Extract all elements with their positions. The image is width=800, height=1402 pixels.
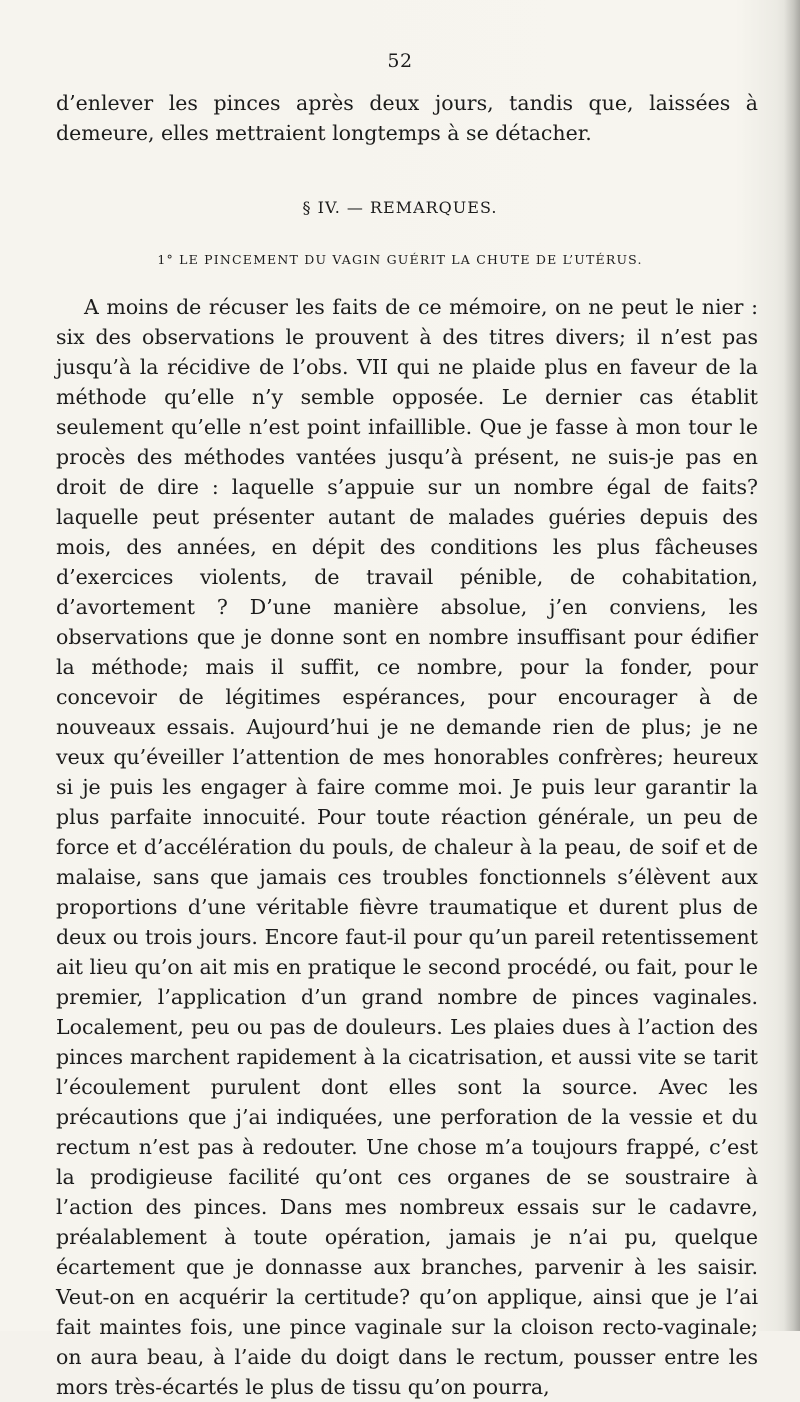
page-number: 52 bbox=[387, 50, 413, 72]
intro-paragraph: d’enlever les pinces après deux jours, tandis que, laissées à demeure, elles mettraient longtemps à se détacher. bbox=[56, 91, 758, 145]
sub-heading: 1° LE PINCEMENT DU VAGIN GUÉRIT LA CHUTE DE L’UTÉRUS. bbox=[157, 252, 643, 267]
body-paragraph: A moins de récuser les faits de ce mémoire, on ne peut le nier : six des observations le prouvent à des titres divers; il n’est pas jusqu’à la récidive de l’obs. VII qui ne plaide plus en faveur de la méthode qu’elle n’y semble opposée. Le dernier cas établit seulement qu’elle n’est point infaillible. Que je fasse à mon tour le procès des méthodes vantées jusqu’à présent, ne suis-je pas en droit de dire : laquelle s’appuie sur un nombre égal de faits? laquelle peut présenter autant de malades guéries depuis des mois, des années, en dépit des conditions les plus fâcheuses d’exercices violents, de travail pénible, de cohabitation, d’avortement ? D’une manière absolue, j’en conviens, les observations que je donne sont en nombre insuffisant pour édifier la méthode; mais il suffit, ce nombre, pour la fonder, pour concevoir de légitimes espérances, pour encourager à de nouveaux essais. Aujourd’hui je ne demande rien de plus; je ne veux qu’éveiller l’attention de mes honorables confrères; heureux si je puis les engager à faire comme moi. Je puis leur garantir la plus parfaite innocuité. Pour toute réaction générale, un peu de force et d’accélération du pouls, de chaleur à la peau, de soif et de malaise, sans que jamais ces troubles fonctionnels s’élèvent aux proportions d’une véritable fièvre traumatique et durent plus de deux ou trois jours. Encore faut-il pour qu’un pareil retentissement ait lieu qu’on ait mis en pratique le second procédé, ou fait, pour le premier, l’application d’un grand nombre de pinces vaginales. Localement, peu ou pas de douleurs. Les plaies dues à l’action des pinces marchent rapidement à la cicatrisation, et aussi vite se tarit l’écoulement purulent dont elles sont la source. Avec les précautions que j’ai indiquées, une perforation de la vessie et du rectum n’est pas à redouter. Une chose m’a toujours frappé, c’est la prodigieuse facilité qu’ont ces organes de se soustraire à l’action des pinces. Dans mes nombreux essais sur le cadavre, préalablement à toute opération, jamais je n’ai pu, quelque écartement que je donnasse aux branches, parvenir à les saisir. Veut-on en acquérir la certitude? qu’on applique, ainsi que je l’ai fait maintes fois, une pince vaginale sur la cloison recto-vaginale; on aura beau, à l’aide du doigt dans le rectum, pousser entre les mors très-écartés le plus de tissu qu’on pourra, bbox=[56, 295, 758, 1399]
section-heading: § IV. — REMARQUES. bbox=[302, 198, 498, 217]
